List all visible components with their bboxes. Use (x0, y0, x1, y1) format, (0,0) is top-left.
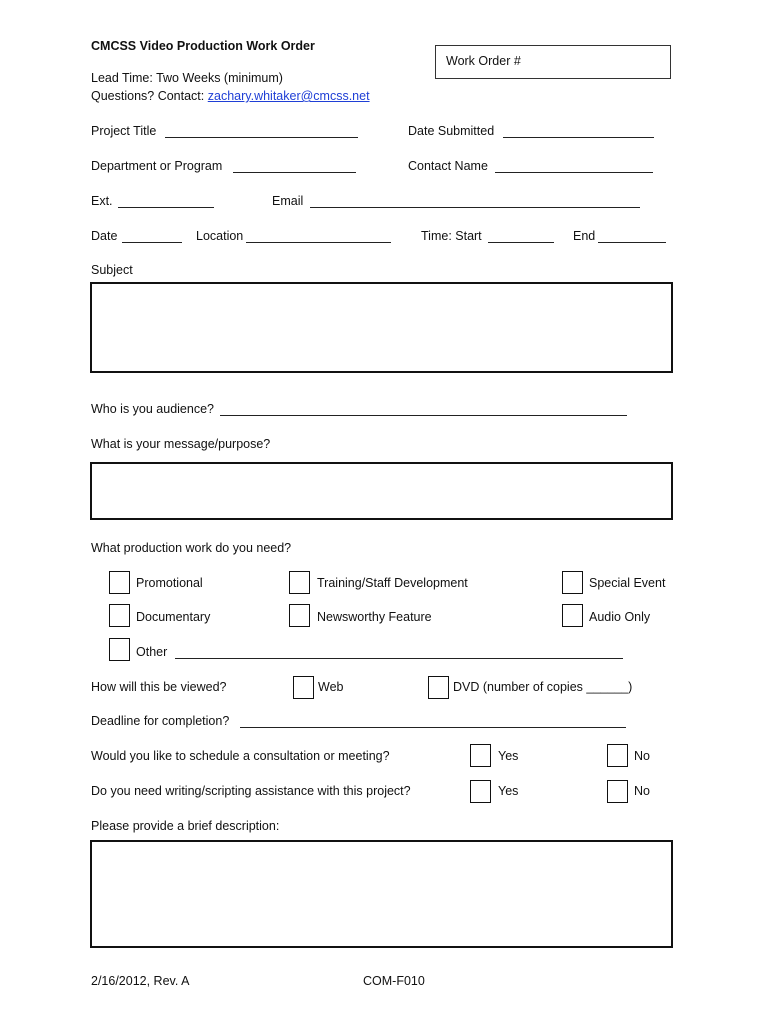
other-label: Other (136, 645, 168, 659)
writing-no-label: No (634, 784, 650, 798)
work-order-box[interactable] (435, 45, 671, 79)
footer-form-code: COM-F010 (363, 974, 425, 988)
training-label: Training/Staff Development (317, 576, 468, 590)
contact-email-link[interactable]: zachary.whitaker@cmcss.net (207, 89, 370, 103)
deadline-label: Deadline for completion? (91, 714, 230, 728)
date-label: Date (91, 229, 118, 243)
message-label: What is your message/purpose? (91, 437, 271, 451)
promotional-checkbox[interactable] (109, 571, 130, 594)
department-field[interactable] (233, 172, 356, 173)
dvd-label: DVD (number of copies ______) (453, 680, 633, 694)
questions-prefix: Questions? Contact: (91, 89, 205, 103)
email-field[interactable] (310, 207, 640, 208)
ext-label: Ext. (91, 194, 113, 208)
consultation-question: Would you like to schedule a consultation or meeting? (91, 749, 390, 763)
promotional-label: Promotional (136, 576, 203, 590)
description-textarea[interactable] (90, 840, 673, 948)
writing-question: Do you need writing/scripting assistance with this project? (91, 784, 411, 798)
audience-label: Who is you audience? (91, 402, 214, 416)
newsworthy-label: Newsworthy Feature (317, 610, 432, 624)
lead-time: Lead Time: Two Weeks (minimum) (91, 71, 283, 85)
message-textarea[interactable] (90, 462, 673, 520)
email-label: Email (272, 194, 304, 208)
location-field[interactable] (246, 242, 391, 243)
deadline-field[interactable] (240, 727, 626, 728)
department-label: Department or Program (91, 159, 223, 173)
writing-no-checkbox[interactable] (607, 780, 628, 803)
audio-only-label: Audio Only (589, 610, 651, 624)
other-checkbox[interactable] (109, 638, 130, 661)
work-order-label: Work Order # (446, 54, 521, 68)
viewing-question: How will this be viewed? (91, 680, 227, 694)
consultation-yes-checkbox[interactable] (470, 744, 491, 767)
documentary-label: Documentary (136, 610, 211, 624)
consultation-no-checkbox[interactable] (607, 744, 628, 767)
consultation-no-label: No (634, 749, 650, 763)
audio-only-checkbox[interactable] (562, 604, 583, 627)
project-title-label: Project Title (91, 124, 157, 138)
time-start-field[interactable] (488, 242, 554, 243)
web-checkbox[interactable] (293, 676, 314, 699)
other-field[interactable] (175, 658, 623, 659)
time-start-label: Time: Start (421, 229, 482, 243)
special-event-label: Special Event (589, 576, 666, 590)
date-submitted-field[interactable] (503, 137, 654, 138)
documentary-checkbox[interactable] (109, 604, 130, 627)
description-label: Please provide a brief description: (91, 819, 280, 833)
end-field[interactable] (598, 242, 666, 243)
subject-textarea[interactable] (90, 282, 673, 373)
date-field[interactable] (122, 242, 182, 243)
contact-name-label: Contact Name (408, 159, 488, 173)
writing-yes-checkbox[interactable] (470, 780, 491, 803)
training-checkbox[interactable] (289, 571, 310, 594)
location-label: Location (196, 229, 244, 243)
dvd-checkbox[interactable] (428, 676, 449, 699)
end-label: End (573, 229, 596, 243)
special-event-checkbox[interactable] (562, 571, 583, 594)
ext-field[interactable] (118, 207, 214, 208)
form-title: CMCSS Video Production Work Order (91, 39, 315, 53)
contact-name-field[interactable] (495, 172, 653, 173)
web-label: Web (318, 680, 344, 694)
writing-yes-label: Yes (498, 784, 519, 798)
footer-date-rev: 2/16/2012, Rev. A (91, 974, 190, 988)
audience-field[interactable] (220, 415, 627, 416)
date-submitted-label: Date Submitted (408, 124, 495, 138)
subject-label: Subject (91, 263, 133, 277)
questions-contact (91, 88, 370, 104)
project-title-field[interactable] (165, 137, 358, 138)
consultation-yes-label: Yes (498, 749, 519, 763)
production-work-label: What production work do you need? (91, 541, 292, 555)
newsworthy-checkbox[interactable] (289, 604, 310, 627)
